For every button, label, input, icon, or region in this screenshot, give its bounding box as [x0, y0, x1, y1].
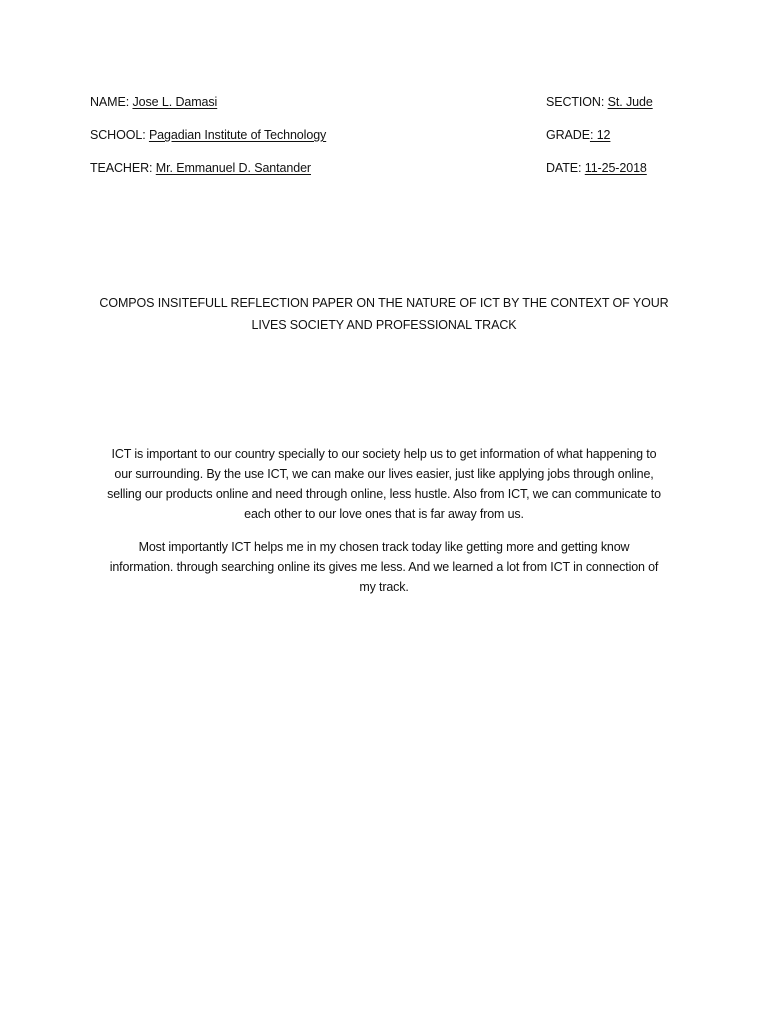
name-value: Jose L. Damasi — [132, 95, 218, 109]
paper-title-line: LIVES SOCIETY AND PROFESSIONAL TRACK — [251, 318, 517, 332]
school-value: Pagadian Institute of Technology — [148, 128, 327, 142]
paragraph-line: ICT is important to our country specially to our society help us to get information of what happening to — [111, 447, 657, 461]
paragraph-line: each other to our love ones that is far away from us. — [244, 507, 524, 521]
paper-title-line: COMPOS INSITEFULL REFLECTION PAPER ON THE NATURE OF ICT BY THE CONTEXT OF YOUR — [99, 296, 669, 310]
paragraph-line: Most importantly ICT helps me in my chosen track today like getting more and getting know — [138, 540, 630, 554]
paper-title — [84, 292, 684, 336]
name-label: NAME: — [90, 95, 133, 109]
grade-label: GRADE — [546, 128, 590, 142]
section-value: St. Jude — [607, 95, 653, 109]
paragraph-line: our surrounding. By the use ICT, we can make our lives easier, just like applying jobs through online, — [114, 467, 654, 481]
paragraph-2 — [84, 537, 684, 597]
teacher-field — [90, 160, 311, 176]
section-label: SECTION: — [546, 95, 608, 109]
paragraph-line: information. through searching online its gives me less. And we learned a lot from ICT in connection of — [109, 560, 659, 574]
school-label: SCHOOL: — [90, 128, 149, 142]
teacher-value: Mr. Emmanuel D. Santander — [155, 161, 311, 175]
date-label: DATE: — [546, 161, 585, 175]
paragraph-line: selling our products online and need through online, less hustle. Also from ICT, we can communicate to — [107, 487, 661, 501]
school-field — [90, 127, 326, 143]
teacher-label: TEACHER: — [90, 161, 156, 175]
date-value: 11-25-2018 — [584, 161, 647, 175]
grade-value: : 12 — [589, 128, 611, 142]
paragraph-line: my track. — [359, 580, 409, 594]
section-field — [546, 94, 653, 110]
grade-field — [546, 127, 610, 143]
name-field — [90, 94, 217, 110]
date-field — [546, 160, 647, 176]
paragraph-1 — [84, 444, 684, 524]
